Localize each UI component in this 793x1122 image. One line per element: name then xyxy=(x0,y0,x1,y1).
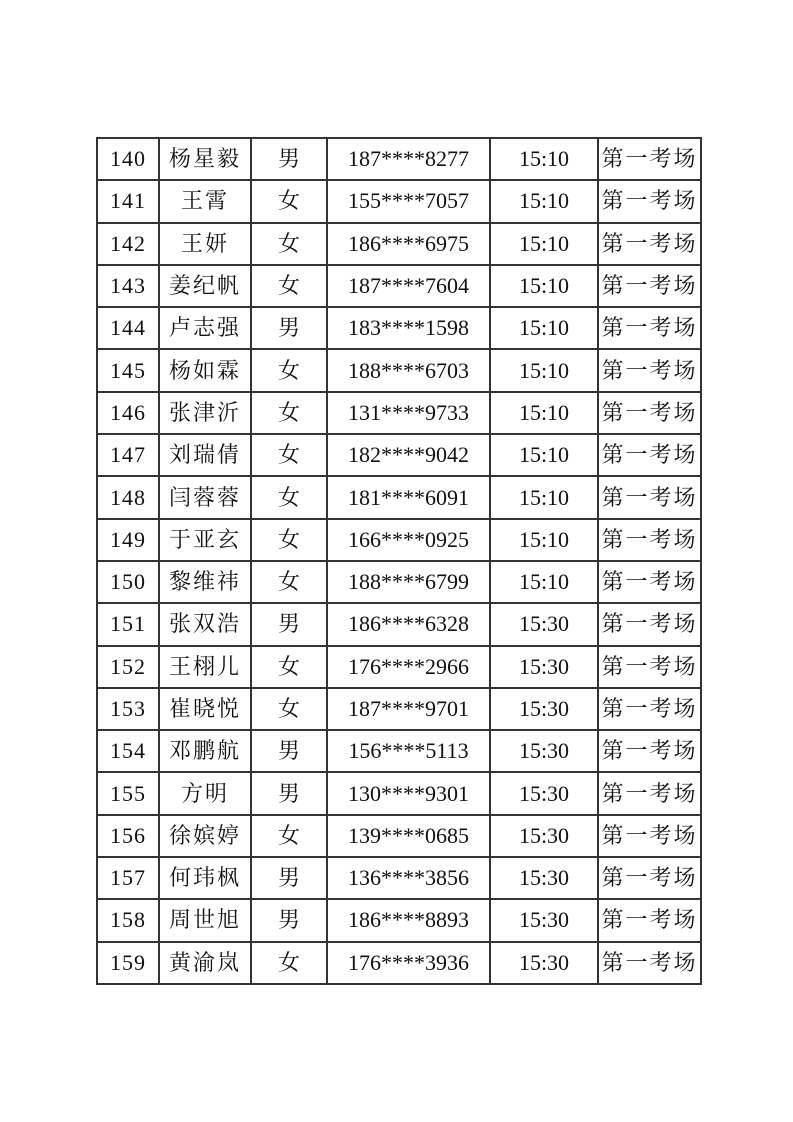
cell-gender: 女 xyxy=(251,519,327,561)
cell-exam-time: 15:30 xyxy=(490,857,598,899)
cell-exam-time: 15:10 xyxy=(490,561,598,603)
table-row xyxy=(97,434,701,476)
cell-phone-number: 183****1598 xyxy=(327,307,490,349)
cell-exam-room: 第一考场 xyxy=(598,223,701,265)
cell-gender: 女 xyxy=(251,942,327,984)
cell-phone-number: 187****7604 xyxy=(327,265,490,307)
cell-exam-time: 15:10 xyxy=(490,138,598,180)
roster-body xyxy=(97,138,701,984)
cell-candidate-name: 杨星毅 xyxy=(159,138,251,180)
cell-phone-number: 156****5113 xyxy=(327,730,490,772)
cell-phone-number: 181****6091 xyxy=(327,476,490,518)
cell-phone-number: 187****9701 xyxy=(327,688,490,730)
cell-candidate-name: 邓鹏航 xyxy=(159,730,251,772)
cell-gender: 男 xyxy=(251,730,327,772)
cell-gender: 女 xyxy=(251,265,327,307)
cell-sequence-number: 147 xyxy=(97,434,159,476)
cell-candidate-name: 于亚玄 xyxy=(159,519,251,561)
cell-exam-time: 15:10 xyxy=(490,265,598,307)
cell-sequence-number: 144 xyxy=(97,307,159,349)
cell-gender: 男 xyxy=(251,857,327,899)
table-row xyxy=(97,561,701,603)
cell-candidate-name: 姜纪帆 xyxy=(159,265,251,307)
table-row xyxy=(97,899,701,941)
cell-exam-room: 第一考场 xyxy=(598,519,701,561)
cell-candidate-name: 方明 xyxy=(159,772,251,814)
cell-sequence-number: 154 xyxy=(97,730,159,772)
cell-candidate-name: 杨如霖 xyxy=(159,349,251,391)
cell-sequence-number: 148 xyxy=(97,476,159,518)
cell-exam-time: 15:30 xyxy=(490,688,598,730)
cell-sequence-number: 141 xyxy=(97,180,159,222)
table-row xyxy=(97,942,701,984)
cell-exam-time: 15:10 xyxy=(490,476,598,518)
table-row xyxy=(97,476,701,518)
cell-phone-number: 139****0685 xyxy=(327,815,490,857)
cell-phone-number: 166****0925 xyxy=(327,519,490,561)
cell-sequence-number: 140 xyxy=(97,138,159,180)
cell-gender: 女 xyxy=(251,646,327,688)
cell-exam-time: 15:30 xyxy=(490,730,598,772)
cell-sequence-number: 156 xyxy=(97,815,159,857)
cell-candidate-name: 周世旭 xyxy=(159,899,251,941)
table-row xyxy=(97,772,701,814)
cell-phone-number: 187****8277 xyxy=(327,138,490,180)
cell-exam-room: 第一考场 xyxy=(598,730,701,772)
cell-sequence-number: 146 xyxy=(97,392,159,434)
cell-exam-room: 第一考场 xyxy=(598,772,701,814)
table-row xyxy=(97,138,701,180)
cell-candidate-name: 卢志强 xyxy=(159,307,251,349)
cell-sequence-number: 158 xyxy=(97,899,159,941)
cell-gender: 女 xyxy=(251,815,327,857)
cell-gender: 女 xyxy=(251,561,327,603)
cell-candidate-name: 闫蓉蓉 xyxy=(159,476,251,518)
cell-exam-time: 15:10 xyxy=(490,180,598,222)
table-row xyxy=(97,730,701,772)
cell-candidate-name: 崔晓悦 xyxy=(159,688,251,730)
cell-exam-room: 第一考场 xyxy=(598,646,701,688)
cell-phone-number: 136****3856 xyxy=(327,857,490,899)
cell-exam-room: 第一考场 xyxy=(598,815,701,857)
cell-exam-time: 15:30 xyxy=(490,646,598,688)
cell-phone-number: 186****6975 xyxy=(327,223,490,265)
cell-gender: 女 xyxy=(251,180,327,222)
table-row xyxy=(97,857,701,899)
cell-gender: 男 xyxy=(251,603,327,645)
cell-exam-room: 第一考场 xyxy=(598,434,701,476)
cell-sequence-number: 153 xyxy=(97,688,159,730)
cell-exam-room: 第一考场 xyxy=(598,180,701,222)
cell-phone-number: 130****9301 xyxy=(327,772,490,814)
cell-sequence-number: 145 xyxy=(97,349,159,391)
table-row xyxy=(97,603,701,645)
cell-exam-time: 15:30 xyxy=(490,942,598,984)
cell-gender: 女 xyxy=(251,392,327,434)
cell-sequence-number: 142 xyxy=(97,223,159,265)
cell-candidate-name: 张双浩 xyxy=(159,603,251,645)
cell-candidate-name: 黄渝岚 xyxy=(159,942,251,984)
cell-candidate-name: 张津沂 xyxy=(159,392,251,434)
cell-gender: 男 xyxy=(251,772,327,814)
table-row xyxy=(97,815,701,857)
cell-candidate-name: 王妍 xyxy=(159,223,251,265)
cell-gender: 女 xyxy=(251,349,327,391)
cell-exam-time: 15:10 xyxy=(490,307,598,349)
cell-exam-room: 第一考场 xyxy=(598,349,701,391)
cell-exam-room: 第一考场 xyxy=(598,899,701,941)
cell-sequence-number: 143 xyxy=(97,265,159,307)
table-row xyxy=(97,265,701,307)
cell-exam-room: 第一考场 xyxy=(598,392,701,434)
cell-exam-time: 15:30 xyxy=(490,772,598,814)
cell-candidate-name: 王霄 xyxy=(159,180,251,222)
cell-candidate-name: 刘瑞倩 xyxy=(159,434,251,476)
cell-gender: 男 xyxy=(251,899,327,941)
table-row xyxy=(97,180,701,222)
cell-exam-time: 15:30 xyxy=(490,899,598,941)
cell-exam-room: 第一考场 xyxy=(598,561,701,603)
table-row xyxy=(97,349,701,391)
table-row xyxy=(97,688,701,730)
cell-exam-room: 第一考场 xyxy=(598,603,701,645)
cell-exam-room: 第一考场 xyxy=(598,476,701,518)
cell-exam-time: 15:10 xyxy=(490,519,598,561)
cell-phone-number: 182****9042 xyxy=(327,434,490,476)
cell-candidate-name: 王栩儿 xyxy=(159,646,251,688)
cell-gender: 女 xyxy=(251,223,327,265)
table-row xyxy=(97,307,701,349)
cell-phone-number: 131****9733 xyxy=(327,392,490,434)
cell-phone-number: 188****6703 xyxy=(327,349,490,391)
cell-candidate-name: 徐嫔婷 xyxy=(159,815,251,857)
cell-exam-room: 第一考场 xyxy=(598,942,701,984)
cell-phone-number: 186****6328 xyxy=(327,603,490,645)
cell-phone-number: 176****3936 xyxy=(327,942,490,984)
cell-gender: 男 xyxy=(251,138,327,180)
cell-phone-number: 186****8893 xyxy=(327,899,490,941)
cell-exam-time: 15:30 xyxy=(490,815,598,857)
cell-exam-room: 第一考场 xyxy=(598,857,701,899)
cell-phone-number: 176****2966 xyxy=(327,646,490,688)
cell-exam-time: 15:10 xyxy=(490,223,598,265)
cell-gender: 女 xyxy=(251,476,327,518)
cell-phone-number: 188****6799 xyxy=(327,561,490,603)
cell-sequence-number: 149 xyxy=(97,519,159,561)
cell-exam-time: 15:30 xyxy=(490,603,598,645)
cell-gender: 女 xyxy=(251,688,327,730)
cell-exam-room: 第一考场 xyxy=(598,265,701,307)
table-row xyxy=(97,223,701,265)
cell-sequence-number: 155 xyxy=(97,772,159,814)
cell-sequence-number: 150 xyxy=(97,561,159,603)
cell-exam-room: 第一考场 xyxy=(598,307,701,349)
cell-gender: 女 xyxy=(251,434,327,476)
cell-candidate-name: 何玮枫 xyxy=(159,857,251,899)
cell-exam-room: 第一考场 xyxy=(598,688,701,730)
cell-candidate-name: 黎维祎 xyxy=(159,561,251,603)
table-row xyxy=(97,392,701,434)
cell-phone-number: 155****7057 xyxy=(327,180,490,222)
table-row xyxy=(97,519,701,561)
cell-exam-time: 15:10 xyxy=(490,434,598,476)
cell-exam-room: 第一考场 xyxy=(598,138,701,180)
cell-sequence-number: 159 xyxy=(97,942,159,984)
cell-sequence-number: 151 xyxy=(97,603,159,645)
cell-sequence-number: 152 xyxy=(97,646,159,688)
table-row xyxy=(97,646,701,688)
cell-exam-time: 15:10 xyxy=(490,349,598,391)
candidate-roster-table xyxy=(96,137,702,985)
cell-exam-time: 15:10 xyxy=(490,392,598,434)
cell-sequence-number: 157 xyxy=(97,857,159,899)
cell-gender: 男 xyxy=(251,307,327,349)
